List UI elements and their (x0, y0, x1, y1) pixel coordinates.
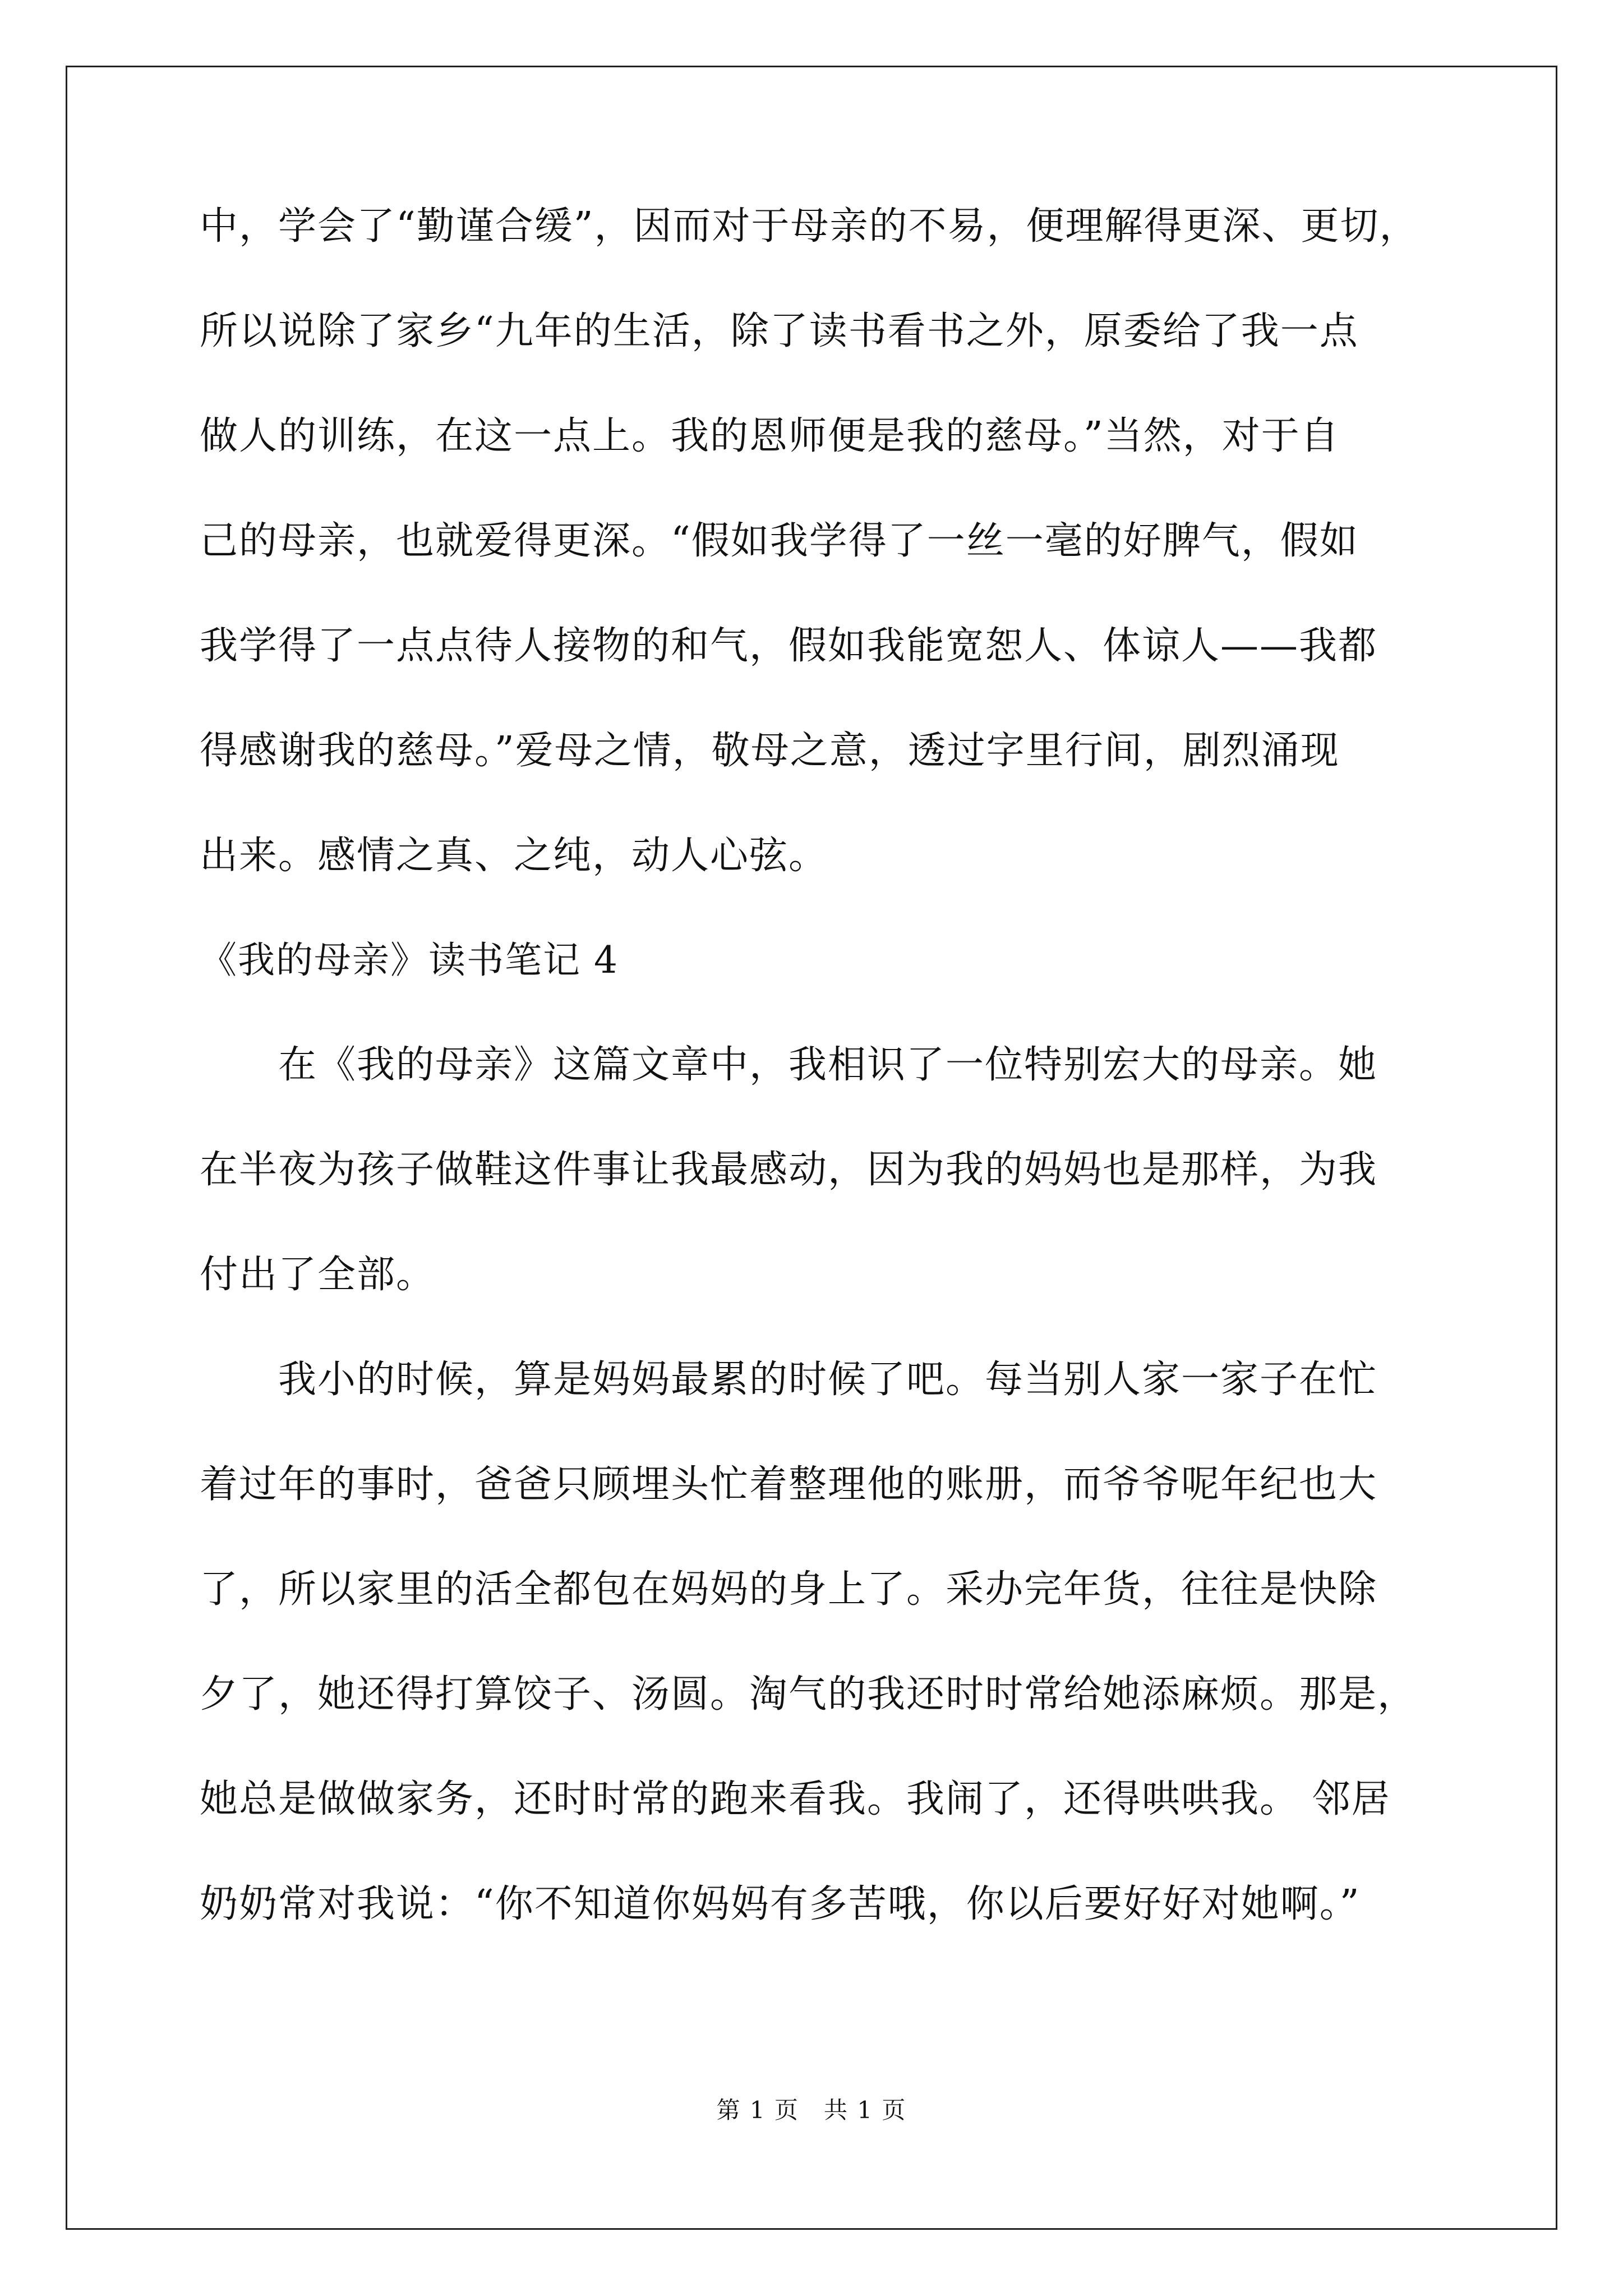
text-line: 做人的训练，在这一点上。我的恩师便是我的慈母。”当然，对于自 (200, 414, 1340, 458)
text-line: 她总是做做家务，还时时常的跑来看我。我闹了，还得哄哄我。 邻居 (200, 1777, 1391, 1821)
text-line: 着过年的事时，爸爸只顾埋头忙着整理他的账册，而爷爷呢年纪也大 (200, 1462, 1378, 1507)
text-line: 出来。感情之真、之纯，动人心弦。 (200, 834, 828, 878)
text-line: 我学得了一点点待人接物的和气，假如我能宽恕人、体谅人——我都 (200, 624, 1378, 668)
text-line: 中，学会了“勤谨合缓”，因而对于母亲的不易，便理解得更深、更切， (200, 204, 1419, 249)
text-line: 了，所以家里的活全都包在妈妈的身上了。采办完年货，往往是快除 (200, 1567, 1378, 1612)
paragraph-first-line: 在《我的母亲》这篇文章中，我相识了一位特别宏大的母亲。她 (278, 1043, 1378, 1087)
section-heading: 《我的母亲》读书笔记 4 (200, 938, 619, 982)
text-line: 得感谢我的慈母。”爱母之情，敬母之意，透过字里行间，剧烈涌现 (200, 729, 1340, 773)
text-line: 己的母亲，也就爱得更深。“假如我学得了一丝一毫的好脾气，假如 (200, 519, 1359, 563)
text-line: 所以说除了家乡“九年的生活，除了读书看书之外，原委给了我一点 (200, 309, 1359, 353)
page-number-footer: 第 1 页 共 1 页 (716, 2096, 907, 2124)
text-line: 奶奶常对我说：“你不知道你妈妈有多苦哦，你以后要好好对她啊。” (200, 1882, 1361, 1926)
document-body (200, 204, 1433, 1990)
text-line: 夕了，她还得打算饺子、汤圆。淘气的我还时时常给她添麻烦。那是， (200, 1672, 1417, 1717)
paragraph-first-line: 我小的时候，算是妈妈最累的时候了吧。每当别人家一家子在忙 (278, 1358, 1378, 1402)
text-line: 在半夜为孩子做鞋这件事让我最感动，因为我的妈妈也是那样，为我 (200, 1148, 1378, 1192)
text-line: 付出了全部。 (200, 1253, 436, 1297)
